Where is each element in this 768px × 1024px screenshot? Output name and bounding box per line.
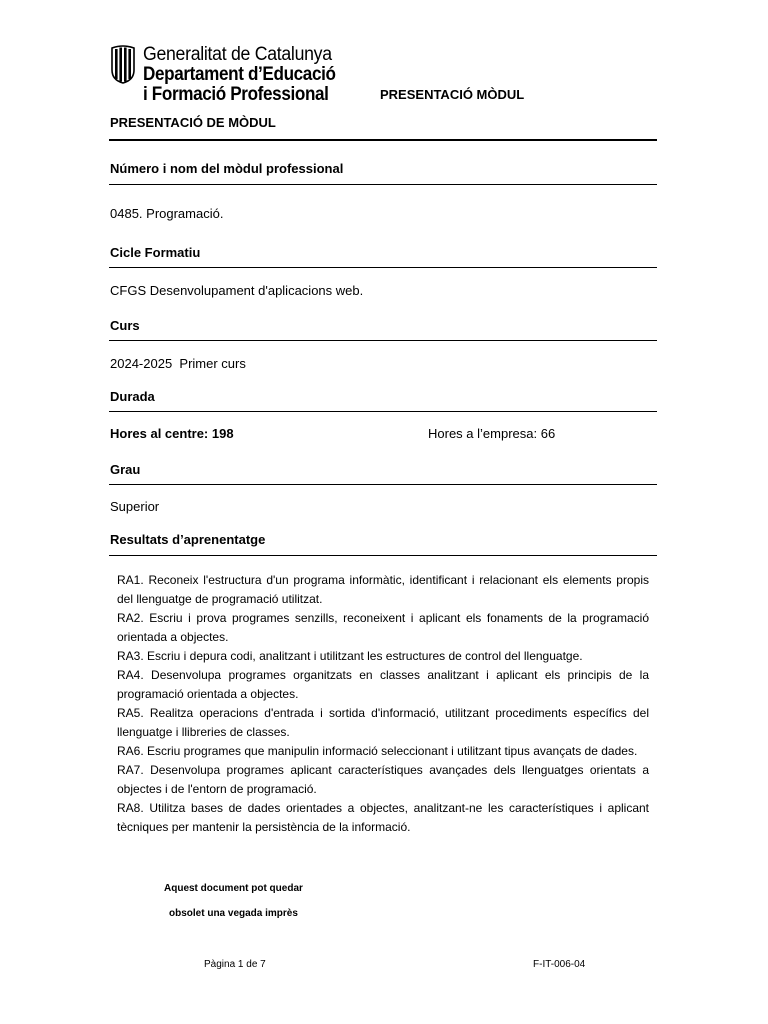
outcomes-label: Resultats d’aprenentatge [110,532,266,547]
generalitat-emblem-icon [110,44,136,84]
org-name: Generalitat de Catalunya [143,44,332,65]
course-label: Curs [110,318,140,333]
divider [109,340,657,341]
module-value: 0485. Programació. [110,206,224,221]
list-item: RA3. Escriu i depura codi, analitzant i utilitzant les estructures de control del llenguatge. [117,649,583,663]
org-logo [110,44,357,104]
list-item: RA8. Utilitza bases de dades orientades a objectes, analitzant-ne les característiques i aplicant tècniques per mantenir la persistència de la informació. [117,801,649,834]
divider [109,184,657,185]
list-item: RA5. Realitza operacions d'entrada i sortida d'informació, utilitzant procediments específics del llenguatge i llibreries de classes. [117,706,649,739]
list-item: RA1. Reconeix l'estructura d'un programa informàtic, identificant i relacionant els elements propis del llenguatge de programació utilitzat. [117,573,649,606]
obsolete-notice-line2: obsolet una vegada imprès [169,908,298,919]
duration-label: Durada [110,389,155,404]
page-number: Pàgina 1 de 7 [204,959,266,970]
list-item: RA7. Desenvolupa programes aplicant característiques avançades dels llenguatges orientats a objectes i de l'entorn de programació. [117,763,649,796]
main-heading: PRESENTACIÓ DE MÒDUL [110,115,276,130]
cycle-label: Cicle Formatiu [110,245,201,260]
divider [109,555,657,556]
level-label: Grau [110,462,141,477]
divider [109,484,657,485]
cycle-value: CFGS Desenvolupament d'aplicacions web. [110,283,364,298]
center-hours: Hores al centre: 198 [110,426,234,441]
divider [109,139,657,141]
department-name-line2: i Formació Professional [143,84,329,105]
learning-outcomes-list [117,571,649,837]
divider [109,267,657,268]
divider [109,411,657,412]
list-item: RA6. Escriu programes que manipulin informació seleccionant i utilitzant tipus avançats de dades. [117,744,638,758]
module-label: Número i nom del mòdul professional [110,161,344,176]
document-title: PRESENTACIÓ MÒDUL [380,87,525,102]
form-code: F-IT-006-04 [533,959,586,970]
list-item: RA2. Escriu i prova programes senzills, reconeixent i aplicant els fonaments de la programació orientada a objectes. [117,611,649,644]
level-value: Superior [110,499,160,514]
course-value: 2024-2025 Primer curs [110,356,246,371]
department-name-line1: Departament d’Educació [143,64,336,85]
obsolete-notice-line1: Aquest document pot quedar [164,883,303,894]
company-hours: Hores a l’empresa: 66 [428,426,556,441]
list-item: RA4. Desenvolupa programes organitzats en classes analitzant i aplicant els principis de la programació orientada a objectes. [117,668,649,701]
